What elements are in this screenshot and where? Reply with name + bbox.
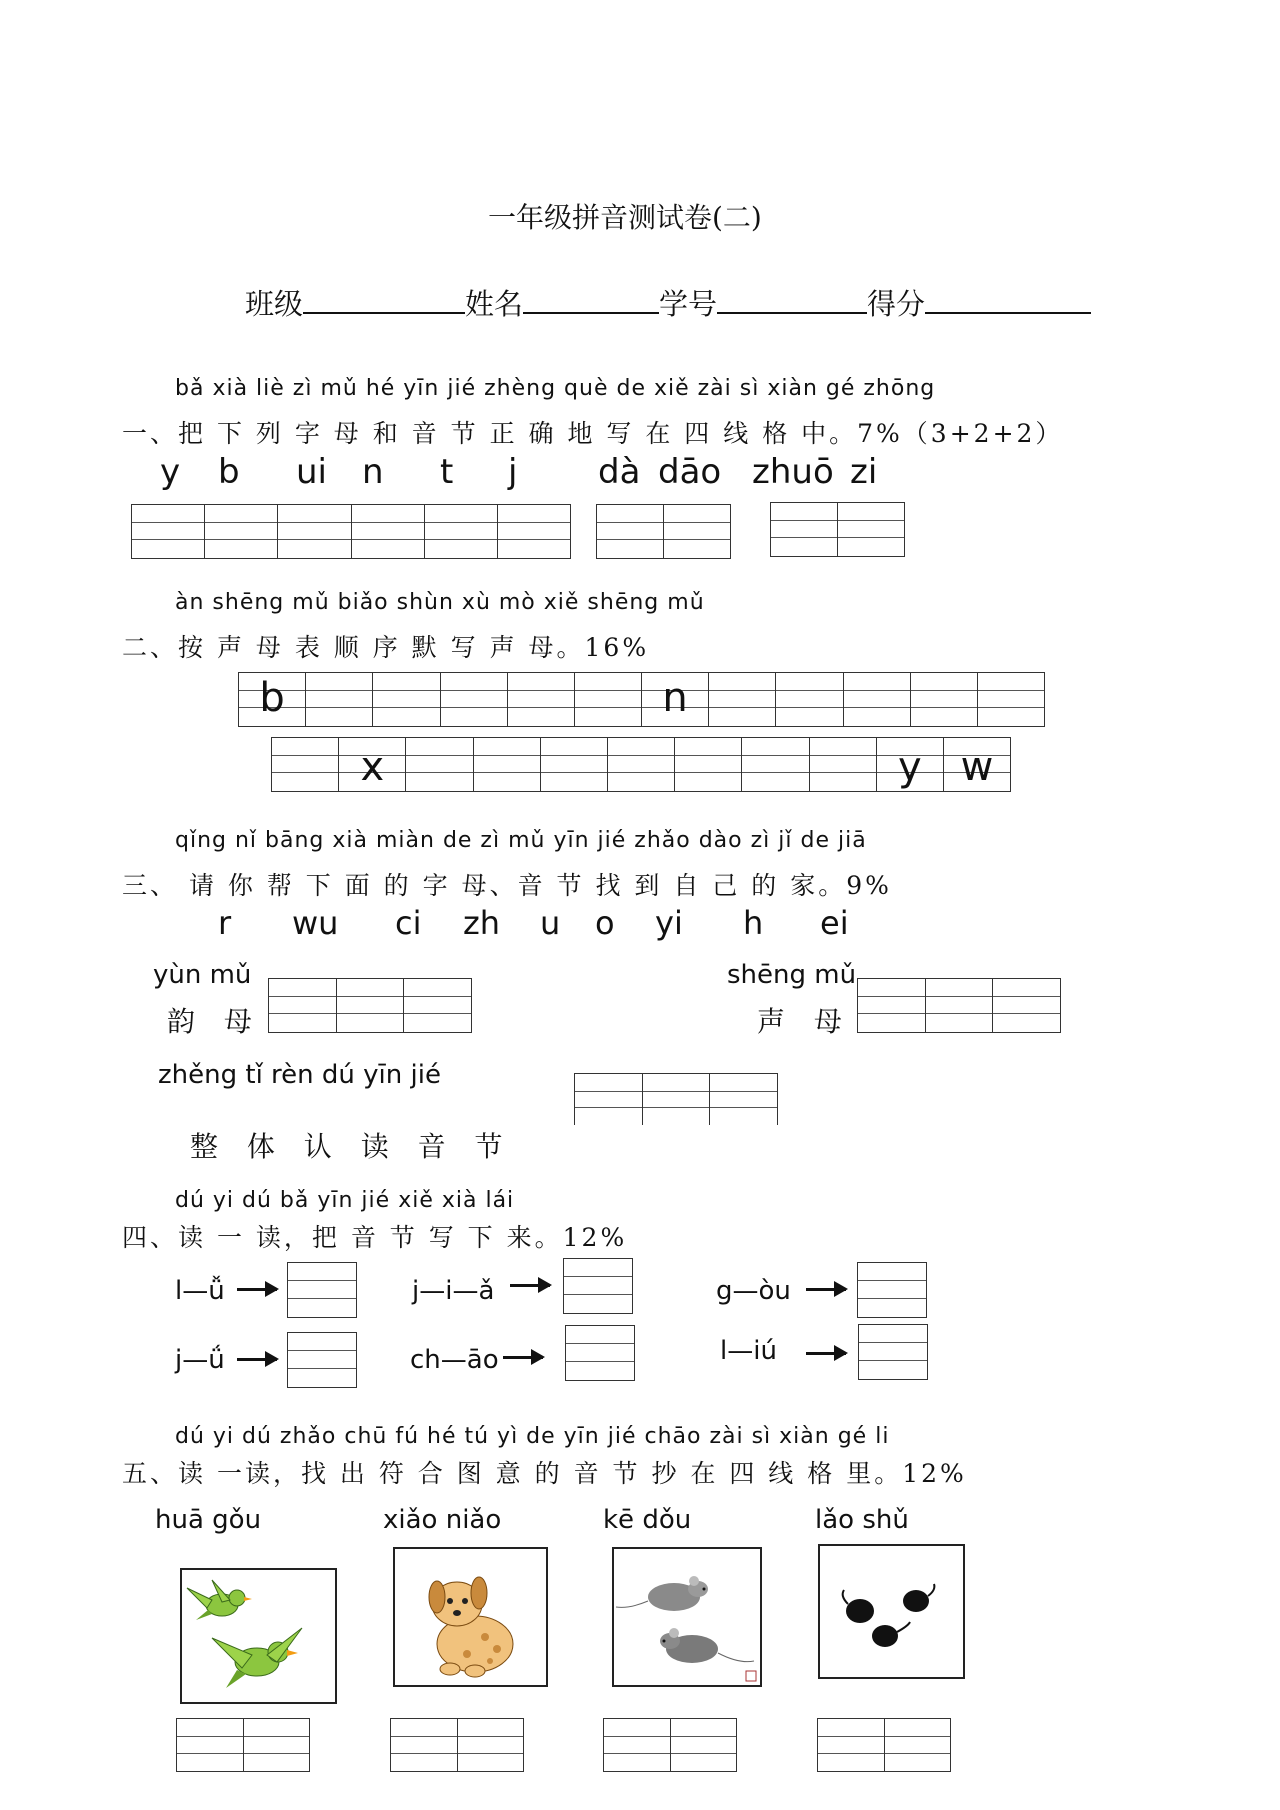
arrow-icon — [237, 1358, 277, 1361]
s4-item-2: g—òu — [716, 1276, 791, 1306]
shengmu-pinyin: shēng mǔ — [727, 960, 857, 990]
s3-letter-3: zh — [463, 904, 501, 942]
s4-grid-2[interactable] — [857, 1262, 927, 1318]
s3-letter-6: yi — [655, 904, 683, 942]
s5-question: 五、读 一读，找 出 符 合 图 意 的 音 节 抄 在 四 线 格 里。12% — [122, 1459, 967, 1488]
bird-icon — [212, 1628, 302, 1688]
s1-grid-zhuozi[interactable] — [770, 502, 905, 557]
class-blank[interactable] — [303, 282, 465, 314]
s4-item-4: ch—āo — [410, 1345, 499, 1375]
s5-grid-3[interactable] — [817, 1718, 951, 1772]
s4-item-5: l—iú — [720, 1336, 777, 1366]
s4-grid-5[interactable] — [858, 1324, 928, 1380]
tadpole-icon — [903, 1584, 934, 1612]
tadpoles-picture — [818, 1544, 965, 1679]
s5-word-1: xiǎo niǎo — [383, 1505, 502, 1535]
s1-letter-8: zhuō — [752, 452, 834, 492]
s1-letter-6: dà — [598, 452, 641, 492]
s3-letter-5: o — [595, 904, 615, 942]
s2-row2-letter-w: w — [960, 744, 994, 790]
name-label: 姓名 — [465, 287, 524, 321]
tadpole-icon — [872, 1622, 910, 1647]
s5-word-2: kē dǒu — [603, 1505, 692, 1535]
s5-word-0: huā gǒu — [155, 1505, 262, 1535]
dog-picture — [393, 1547, 548, 1687]
s1-pinyin: bǎ xià liè zì mǔ hé yīn jié zhèng què de xiě zài sì xiàn gé zhōng — [175, 376, 936, 401]
zhengti-grid[interactable] — [574, 1073, 778, 1125]
s4-grid-1[interactable] — [563, 1258, 633, 1314]
s1-letter-4: t — [440, 452, 454, 492]
s2-grid-row1[interactable] — [238, 672, 1045, 727]
page-title: 一年级拼音测试卷(二) — [488, 201, 762, 234]
name-blank[interactable] — [523, 282, 659, 314]
score-blank[interactable] — [925, 282, 1091, 314]
s4-item-0: l—ǚ — [175, 1276, 225, 1306]
s4-grid-0[interactable] — [287, 1262, 357, 1318]
s1-letter-5: j — [508, 452, 518, 492]
tadpole-icon — [843, 1590, 874, 1623]
s1-letter-3: n — [362, 452, 384, 492]
score-label: 得分 — [867, 287, 926, 321]
birds-picture — [180, 1568, 337, 1704]
s4-item-3: j—ǘ — [175, 1345, 225, 1375]
s5-pinyin: dú yi dú zhǎo chū fú hé tú yì de yīn jié chāo zài sì xiàn gé li — [175, 1424, 890, 1449]
s1-letter-1: b — [218, 452, 240, 492]
s1-grid-letters[interactable] — [131, 504, 571, 559]
s5-grid-1[interactable] — [390, 1718, 524, 1772]
s2-row1-letter-n: n — [662, 675, 688, 721]
student-info-line — [245, 282, 1091, 323]
s3-letter-0: r — [218, 904, 232, 942]
s2-pinyin: àn shēng mǔ biǎo shùn xù mò xiě shēng mǔ — [175, 590, 705, 615]
mice-picture — [612, 1547, 762, 1687]
mouse-icon — [660, 1628, 754, 1663]
arrow-icon — [237, 1288, 277, 1291]
s2-row1-letter-b: b — [259, 675, 285, 721]
s2-row2-letter-y: y — [897, 744, 922, 790]
arrow-icon — [806, 1352, 846, 1355]
s3-letter-7: h — [743, 904, 764, 942]
s4-question: 四、读 一 读，把 音 节 写 下 来。12% — [122, 1223, 628, 1252]
s1-letter-2: ui — [296, 452, 327, 492]
number-blank[interactable] — [717, 282, 867, 314]
arrow-icon — [510, 1284, 550, 1287]
shengmu-label: 声 母 — [757, 1005, 852, 1038]
s2-grid-row2[interactable] — [271, 737, 1011, 792]
s3-letter-2: ci — [395, 904, 422, 942]
arrow-icon — [503, 1356, 543, 1359]
s1-letter-7: dāo — [658, 452, 722, 492]
bird-icon — [187, 1580, 252, 1620]
s5-grid-0[interactable] — [176, 1718, 310, 1772]
s5-word-3: lǎo shǔ — [815, 1505, 909, 1535]
s4-grid-4[interactable] — [565, 1325, 635, 1381]
s1-grid-dadao[interactable] — [596, 504, 731, 559]
arrow-icon — [806, 1288, 846, 1291]
zhengti-pinyin: zhěng tǐ rèn dú yīn jié — [158, 1060, 441, 1090]
shengmu-grid[interactable] — [857, 978, 1061, 1033]
zhengti-label: 整 体 认 读 音 节 — [190, 1130, 513, 1163]
yunmu-pinyin: yùn mǔ — [153, 960, 252, 990]
s3-letter-1: wu — [292, 904, 339, 942]
s3-question: 三、 请 你 帮 下 面 的 字 母、音 节 找 到 自 己 的 家。9% — [122, 871, 892, 900]
s3-letter-8: ei — [820, 904, 849, 942]
s3-letter-4: u — [540, 904, 561, 942]
s4-pinyin: dú yi dú bǎ yīn jié xiě xià lái — [175, 1188, 515, 1213]
yunmu-label: 韵 母 — [167, 1005, 262, 1038]
class-label: 班级 — [245, 287, 304, 321]
mouse-icon — [616, 1576, 708, 1611]
number-label: 学号 — [659, 287, 718, 321]
s2-row2-letter-x: x — [360, 744, 385, 790]
dog-icon — [429, 1577, 513, 1677]
s4-grid-3[interactable] — [287, 1332, 357, 1388]
stamp-icon — [746, 1671, 756, 1681]
yunmu-grid[interactable] — [268, 978, 472, 1033]
s1-letter-0: y — [160, 452, 181, 492]
s3-pinyin: qǐng nǐ bāng xià miàn de zì mǔ yīn jié zhǎo dào zì jǐ de jiā — [175, 828, 867, 853]
s1-question: 一、把 下 列 字 母 和 音 节 正 确 地 写 在 四 线 格 中。7%（3+2+2） — [122, 419, 1064, 448]
s2-question: 二、按 声 母 表 顺 序 默 写 声 母。16% — [122, 633, 650, 662]
s5-grid-2[interactable] — [603, 1718, 737, 1772]
s4-item-1: j—i—ǎ — [412, 1276, 495, 1306]
s1-letter-9: zi — [850, 452, 878, 492]
